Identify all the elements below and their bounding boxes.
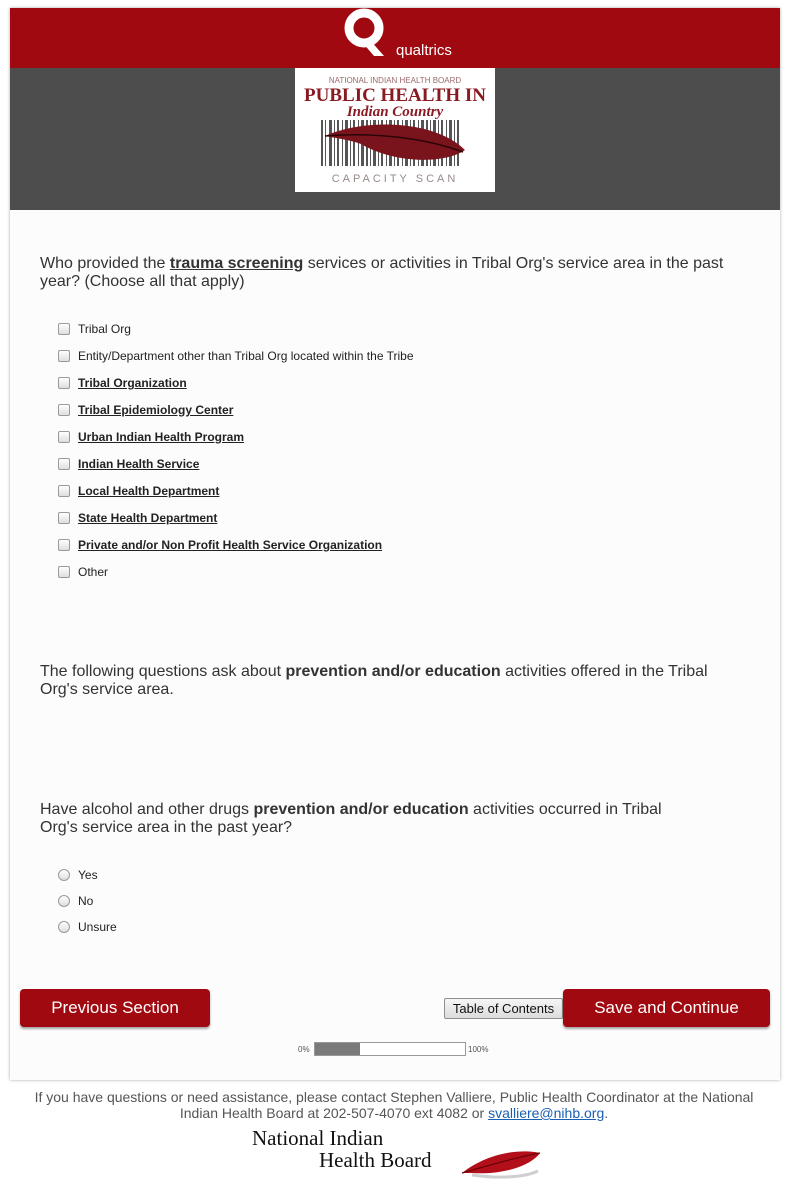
progress-section — [10, 1042, 780, 1058]
question-alcohol-drugs-prevention: Have alcohol and other drugs prevention and/or education activities occurred in Tribal Org's service area in the past year? — [40, 801, 662, 836]
table-of-contents-button[interactable]: Table of Contents — [444, 998, 563, 1019]
svg-text:National Indian: National Indian — [252, 1126, 384, 1150]
previous-section-button[interactable]: Previous Section — [20, 989, 210, 1027]
question-trauma-screening: Who provided the trauma screening services or activities in Tribal Org's service area in the past year? (Choose all that apply) — [40, 255, 724, 290]
radio-button[interactable] — [58, 895, 70, 907]
svg-text:Health Board: Health Board — [319, 1148, 432, 1172]
brand-name: qualtrics — [396, 42, 452, 59]
save-and-continue-button[interactable]: Save and Continue — [563, 989, 770, 1027]
trauma-screening-term[interactable]: trauma screening — [169, 255, 304, 272]
capacity-scan-logo — [295, 68, 495, 192]
progress-max-label: 100% — [468, 1045, 489, 1054]
checkbox[interactable] — [58, 512, 70, 524]
progress-fill — [315, 1043, 360, 1055]
header-bar — [10, 8, 780, 68]
progress-bar — [314, 1042, 466, 1056]
svg-text:CAPACITY SCAN: CAPACITY SCAN — [331, 173, 459, 185]
checkbox[interactable] — [58, 377, 70, 389]
svg-text:Indian Country: Indian Country — [346, 104, 444, 120]
progress-min-label: 0% — [298, 1045, 310, 1054]
svg-text:PUBLIC HEALTH IN: PUBLIC HEALTH IN — [304, 85, 486, 106]
checkbox[interactable] — [58, 566, 70, 578]
radio-button[interactable] — [58, 869, 70, 881]
footer-contact: If you have questions or need assistance, please contact Stephen Valliere, Public Health Coordinator at the National Indian Health Board at 202-507-4070 ext 4082 or svalliere@nihb.org. — [34, 1089, 754, 1121]
radio-button[interactable] — [58, 921, 70, 933]
checkbox[interactable] — [58, 458, 70, 470]
checkbox[interactable] — [58, 404, 70, 416]
checkbox[interactable] — [58, 350, 70, 362]
survey-banner — [10, 68, 780, 210]
checkbox[interactable] — [58, 431, 70, 443]
info-prevention-education: The following questions ask about prevention and/or education activities offered in the Tribal Org's service area. — [40, 663, 708, 698]
checkbox[interactable] — [58, 485, 70, 497]
checkbox[interactable] — [58, 539, 70, 551]
svg-text:NATIONAL INDIAN HEALTH BOARD: NATIONAL INDIAN HEALTH BOARD — [328, 76, 462, 85]
qualtrics-logo — [340, 2, 470, 64]
contact-email-link[interactable]: svalliere@nihb.org — [488, 1105, 605, 1121]
survey-card: qualtrics NATIONAL INDIAN HEALTH BOARD PUBLIC HEALTH IN Indian Country CAPACITY SCAN Who provided the trauma screening services or activities in Tribal Org's service area in the past year? (Choose all that apply) Tribal Org Entity/Department other than Tribal Org located within the Tribe Tribal Organization Tribal Epidemiology Center Urban Indian Health Program Indian Health Service Local Health Department State Health Department Private and/or Non Profit Health Service Organization Other The following questions ask about prevention and/or education activities offered in the Tribal Org's service area. Have alcohol and other drugs prevention and/or education activities occurred in Tribal Org's service area in the past year? Yes No Unsure Previous Section Table of Contents Save and Continue 0% 100% — [10, 8, 780, 1080]
nihb-logo — [250, 1125, 550, 1189]
checkbox[interactable] — [58, 323, 70, 335]
